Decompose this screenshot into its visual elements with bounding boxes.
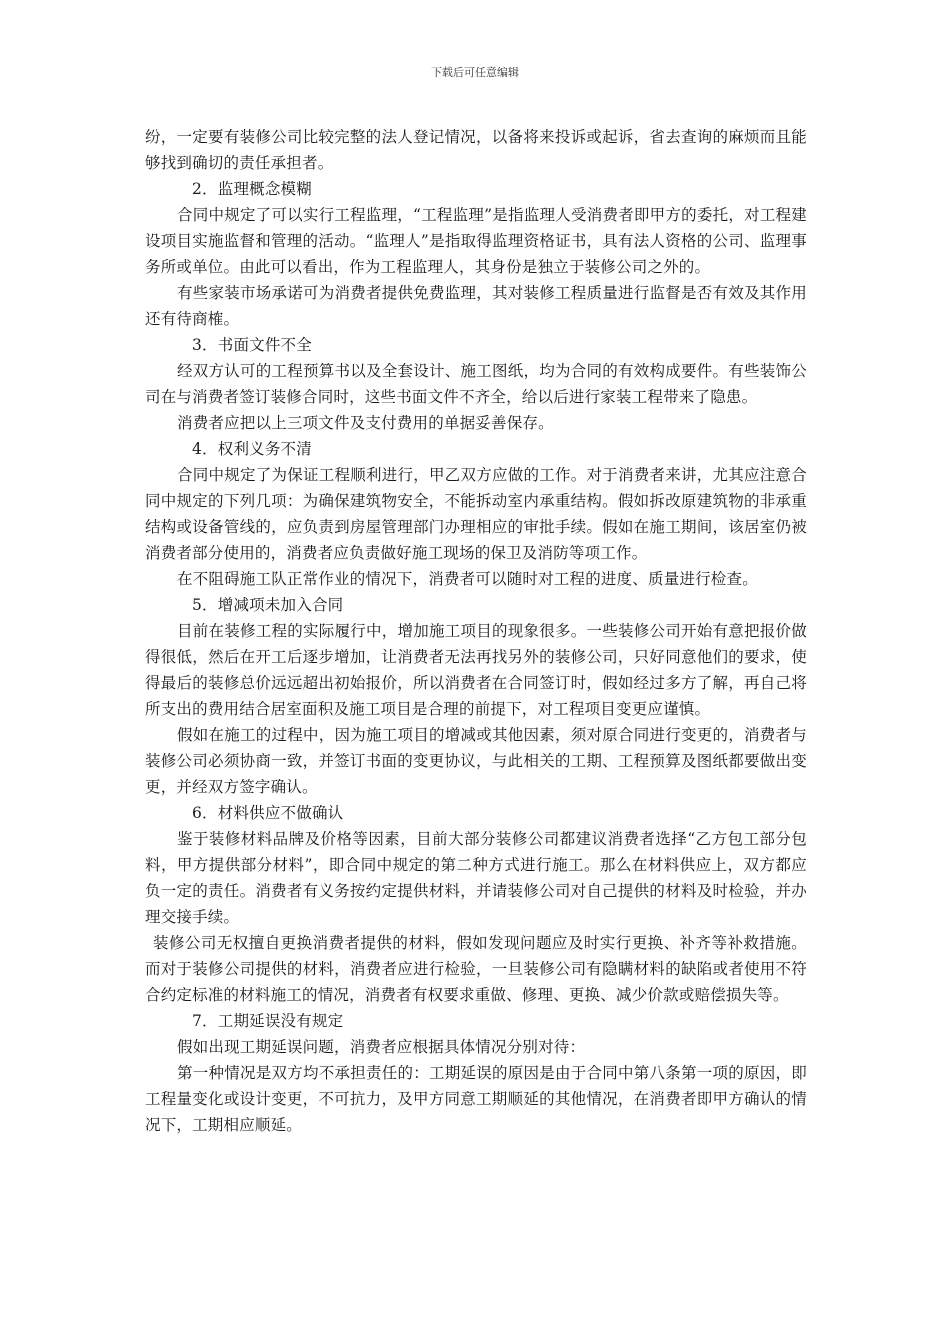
section-heading: 6．材料供应不做确认	[192, 804, 344, 822]
paragraph: 假如出现工期延误问题，消费者应根据具体情况分别对待：	[177, 1038, 586, 1056]
paragraph: 鉴于装修材料品牌及价格等因素，目前大部分装修公司都建议消费者选择“乙方包工部分包料，甲方提供部分材料”，即合同中规定的第二种方式进行施工。那么在材料供应上，双方都应负一定的责任。消费者有义务按约定提供材料，并请装修公司对自己提供的材料及时检验，并办理交接手续。	[145, 830, 807, 926]
section-heading: 5．增减项未加入合同	[192, 596, 344, 614]
paragraph: 目前在装修工程的实际履行中，增加施工项目的现象很多。一些装修公司开始有意把报价做得很低，然后在开工后逐步增加，让消费者无法再找另外的装修公司，只好同意他们的要求，使得最后的装修总价远远超出初始报价，所以消费者在合同签订时，假如经过多方了解，再自己将所支出的费用结合居室面积及施工项目是合理的前提下，对工程项目变更应谨慎。	[145, 622, 807, 718]
paragraph: 合同中规定了可以实行工程监理，“工程监理”是指监理人受消费者即甲方的委托，对工程建设项目实施监督和管理的活动。“监理人”是指取得监理资格证书，具有法人资格的公司、监理事务所或单位。由此可以看出，作为工程监理人，其身份是独立于装修公司之外的。	[145, 206, 807, 276]
paragraph: 有些家装市场承诺可为消费者提供免费监理，其对装修工程质量进行监督是否有效及其作用还有待商榷。	[145, 284, 807, 328]
paragraph: 假如在施工的过程中，因为施工项目的增减或其他因素，须对原合同进行变更的，消费者与装修公司必须协商一致，并签订书面的变更协议，与此相关的工期、工程预算及图纸都要做出变更，并经双方签字确认。	[145, 726, 807, 796]
document-body	[145, 124, 807, 1138]
paragraph: 合同中规定了为保证工程顺利进行，甲乙双方应做的工作。对于消费者来讲，尤其应注意合同中规定的下列几项：为确保建筑物安全，不能拆动室内承重结构。假如拆改原建筑物的非承重结构或设备管线的，应负责到房屋管理部门办理相应的审批手续。假如在施工期间，该居室仍被消费者部分使用的，消费者应负责做好施工现场的保卫及消防等项工作。	[145, 466, 807, 562]
section-heading: 2．监理概念模糊	[192, 180, 312, 198]
paragraph: 纷，一定要有装修公司比较完整的法人登记情况，以备将来投诉或起诉，省去查询的麻烦而且能够找到确切的责任承担者。	[145, 128, 807, 172]
page-header: 下载后可任意编辑	[431, 66, 519, 79]
section-heading: 7．工期延误没有规定	[192, 1012, 344, 1030]
paragraph: 第一种情况是双方均不承担责任的：工期延误的原因是由于合同中第八条第一项的原因，即工程量变化或设计变更，不可抗力，及甲方同意工期顺延的其他情况，在消费者即甲方确认的情况下，工期相应顺延。	[145, 1064, 807, 1134]
section-heading: 3．书面文件不全	[192, 336, 312, 354]
paragraph: 装修公司无权擅自更换消费者提供的材料，假如发现问题应及时实行更换、补齐等补救措施。而对于装修公司提供的材料，消费者应进行检验，一旦装修公司有隐瞒材料的缺陷或者使用不符合约定标准的材料施工的情况，消费者有权要求重做、修理、更换、减少价款或赔偿损失等。	[145, 934, 807, 1004]
paragraph: 经双方认可的工程预算书以及全套设计、施工图纸，均为合同的有效构成要件。有些装饰公司在与消费者签订装修合同时，这些书面文件不齐全，给以后进行家装工程带来了隐患。	[145, 362, 807, 406]
paragraph: 在不阻碍施工队正常作业的情况下，消费者可以随时对工程的进度、质量进行检查。	[177, 570, 758, 588]
section-heading: 4．权利义务不清	[192, 440, 312, 458]
paragraph: 消费者应把以上三项文件及支付费用的单据妥善保存。	[177, 414, 554, 432]
